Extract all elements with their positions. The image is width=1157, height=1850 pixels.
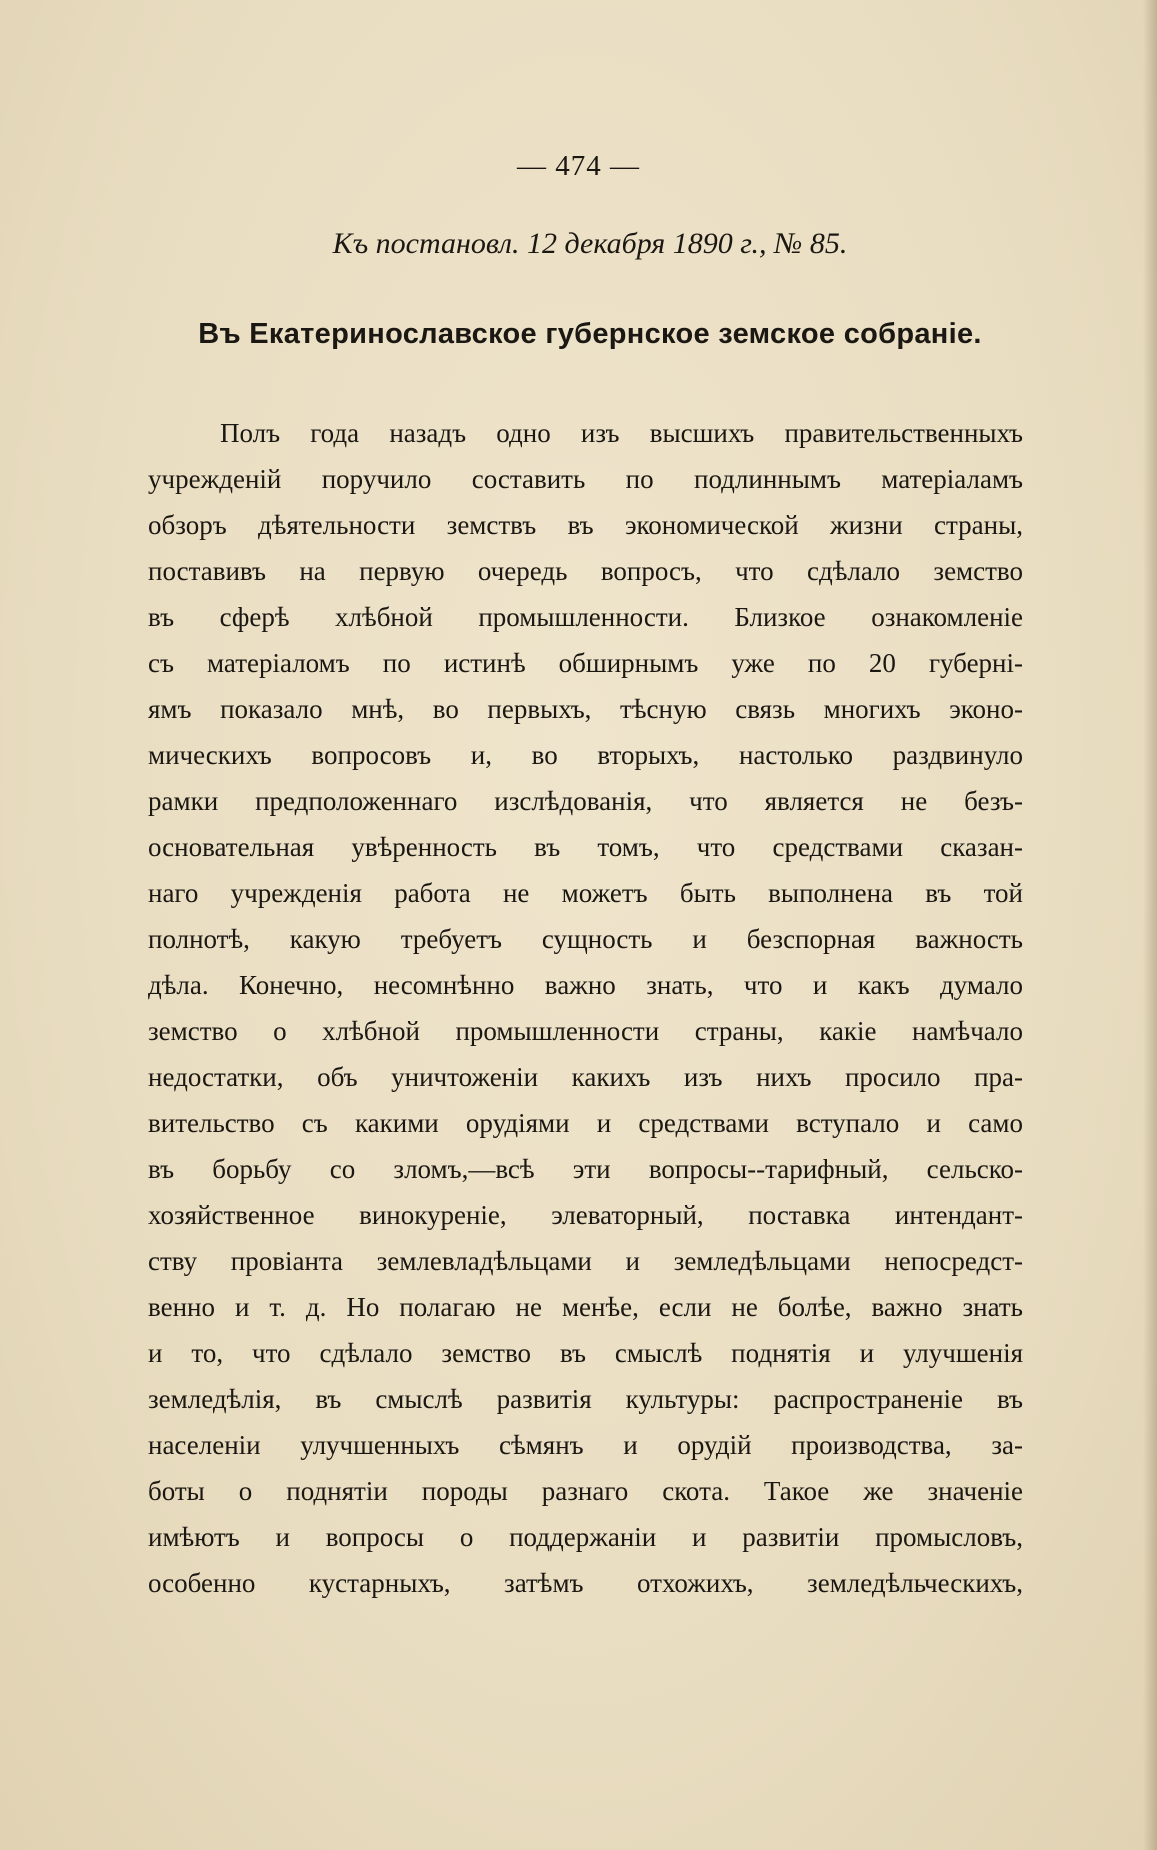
page-number: — 474 — xyxy=(517,150,640,182)
text-line: наго учрежденія работа не можетъ быть выполнена въ той xyxy=(148,878,1023,908)
text-line: рамки предположеннаго изслѣдованія, что является не безъ- xyxy=(148,786,1023,816)
text-line: основательная увѣренность въ томъ, что средствами сказан- xyxy=(148,832,1023,862)
text-line: вительство съ какими орудіями и средствами вступало и само xyxy=(148,1108,1023,1138)
text-line: полнотѣ, какую требуетъ сущность и безспорная важность xyxy=(148,924,1023,954)
body-text xyxy=(148,410,1023,1606)
text-line: съ матеріаломъ по истинѣ обширнымъ уже по 20 губерні- xyxy=(148,648,1023,678)
text-line: и то, что сдѣлало земство въ смыслѣ поднятія и улучшенія xyxy=(148,1338,1023,1368)
text-line: Полъ года назадъ одно изъ высшихъ правительственныхъ xyxy=(220,418,1023,448)
text-line: дѣла. Конечно, несомнѣнно важно знать, что и какъ думало xyxy=(148,970,1023,1000)
text-line: въ сферѣ хлѣбной промышленности. Близкое ознакомленіе xyxy=(148,602,1023,632)
text-line: недостатки, объ уничтоженіи какихъ изъ нихъ просило пра- xyxy=(148,1062,1023,1092)
text-line: особенно кустарныхъ, затѣмъ отхожихъ, земледѣльческихъ, xyxy=(148,1568,1023,1598)
text-line: ямъ показало мнѣ, во первыхъ, тѣсную связь многихъ эконо- xyxy=(148,694,1023,724)
text-line: боты о поднятіи породы разнаго скота. Такое же значеніе xyxy=(148,1476,1023,1506)
text-line: учрежденій поручило составить по подлиннымъ матеріаламъ xyxy=(148,464,1023,494)
text-line: хозяйственное винокуреніе, элеваторный, поставка интендант- xyxy=(148,1200,1023,1230)
text-line: земледѣлія, въ смыслѣ развитія культуры: распространеніе въ xyxy=(148,1384,1023,1414)
document-heading: Въ Екатеринославское губернское земское собраніе. xyxy=(198,318,982,350)
text-line: ству провіанта землевладѣльцами и земледѣльцами непосредст- xyxy=(148,1246,1023,1276)
text-line: въ борьбу со зломъ,—всѣ эти вопросы--тарифный, сельско- xyxy=(148,1154,1023,1184)
resolution-reference: Къ постановл. 12 декабря 1890 г., № 85. xyxy=(332,227,848,260)
text-line: мическихъ вопросовъ и, во вторыхъ, настолько раздвинуло xyxy=(148,740,1023,770)
text-line: населеніи улучшенныхъ сѣмянъ и орудій производства, за- xyxy=(148,1430,1023,1460)
page-edge-shadow xyxy=(1143,0,1157,1850)
text-line: имѣютъ и вопросы о поддержаніи и развитіи промысловъ, xyxy=(148,1522,1023,1552)
text-line: обзоръ дѣятельности земствъ въ экономической жизни страны, xyxy=(148,510,1023,540)
text-line: венно и т. д. Но полагаю не менѣе, если не болѣе, важно знать xyxy=(148,1292,1023,1322)
text-line: земство о хлѣбной промышленности страны, какіе намѣчало xyxy=(148,1016,1023,1046)
text-line: поставивъ на первую очередь вопросъ, что сдѣлало земство xyxy=(148,556,1023,586)
